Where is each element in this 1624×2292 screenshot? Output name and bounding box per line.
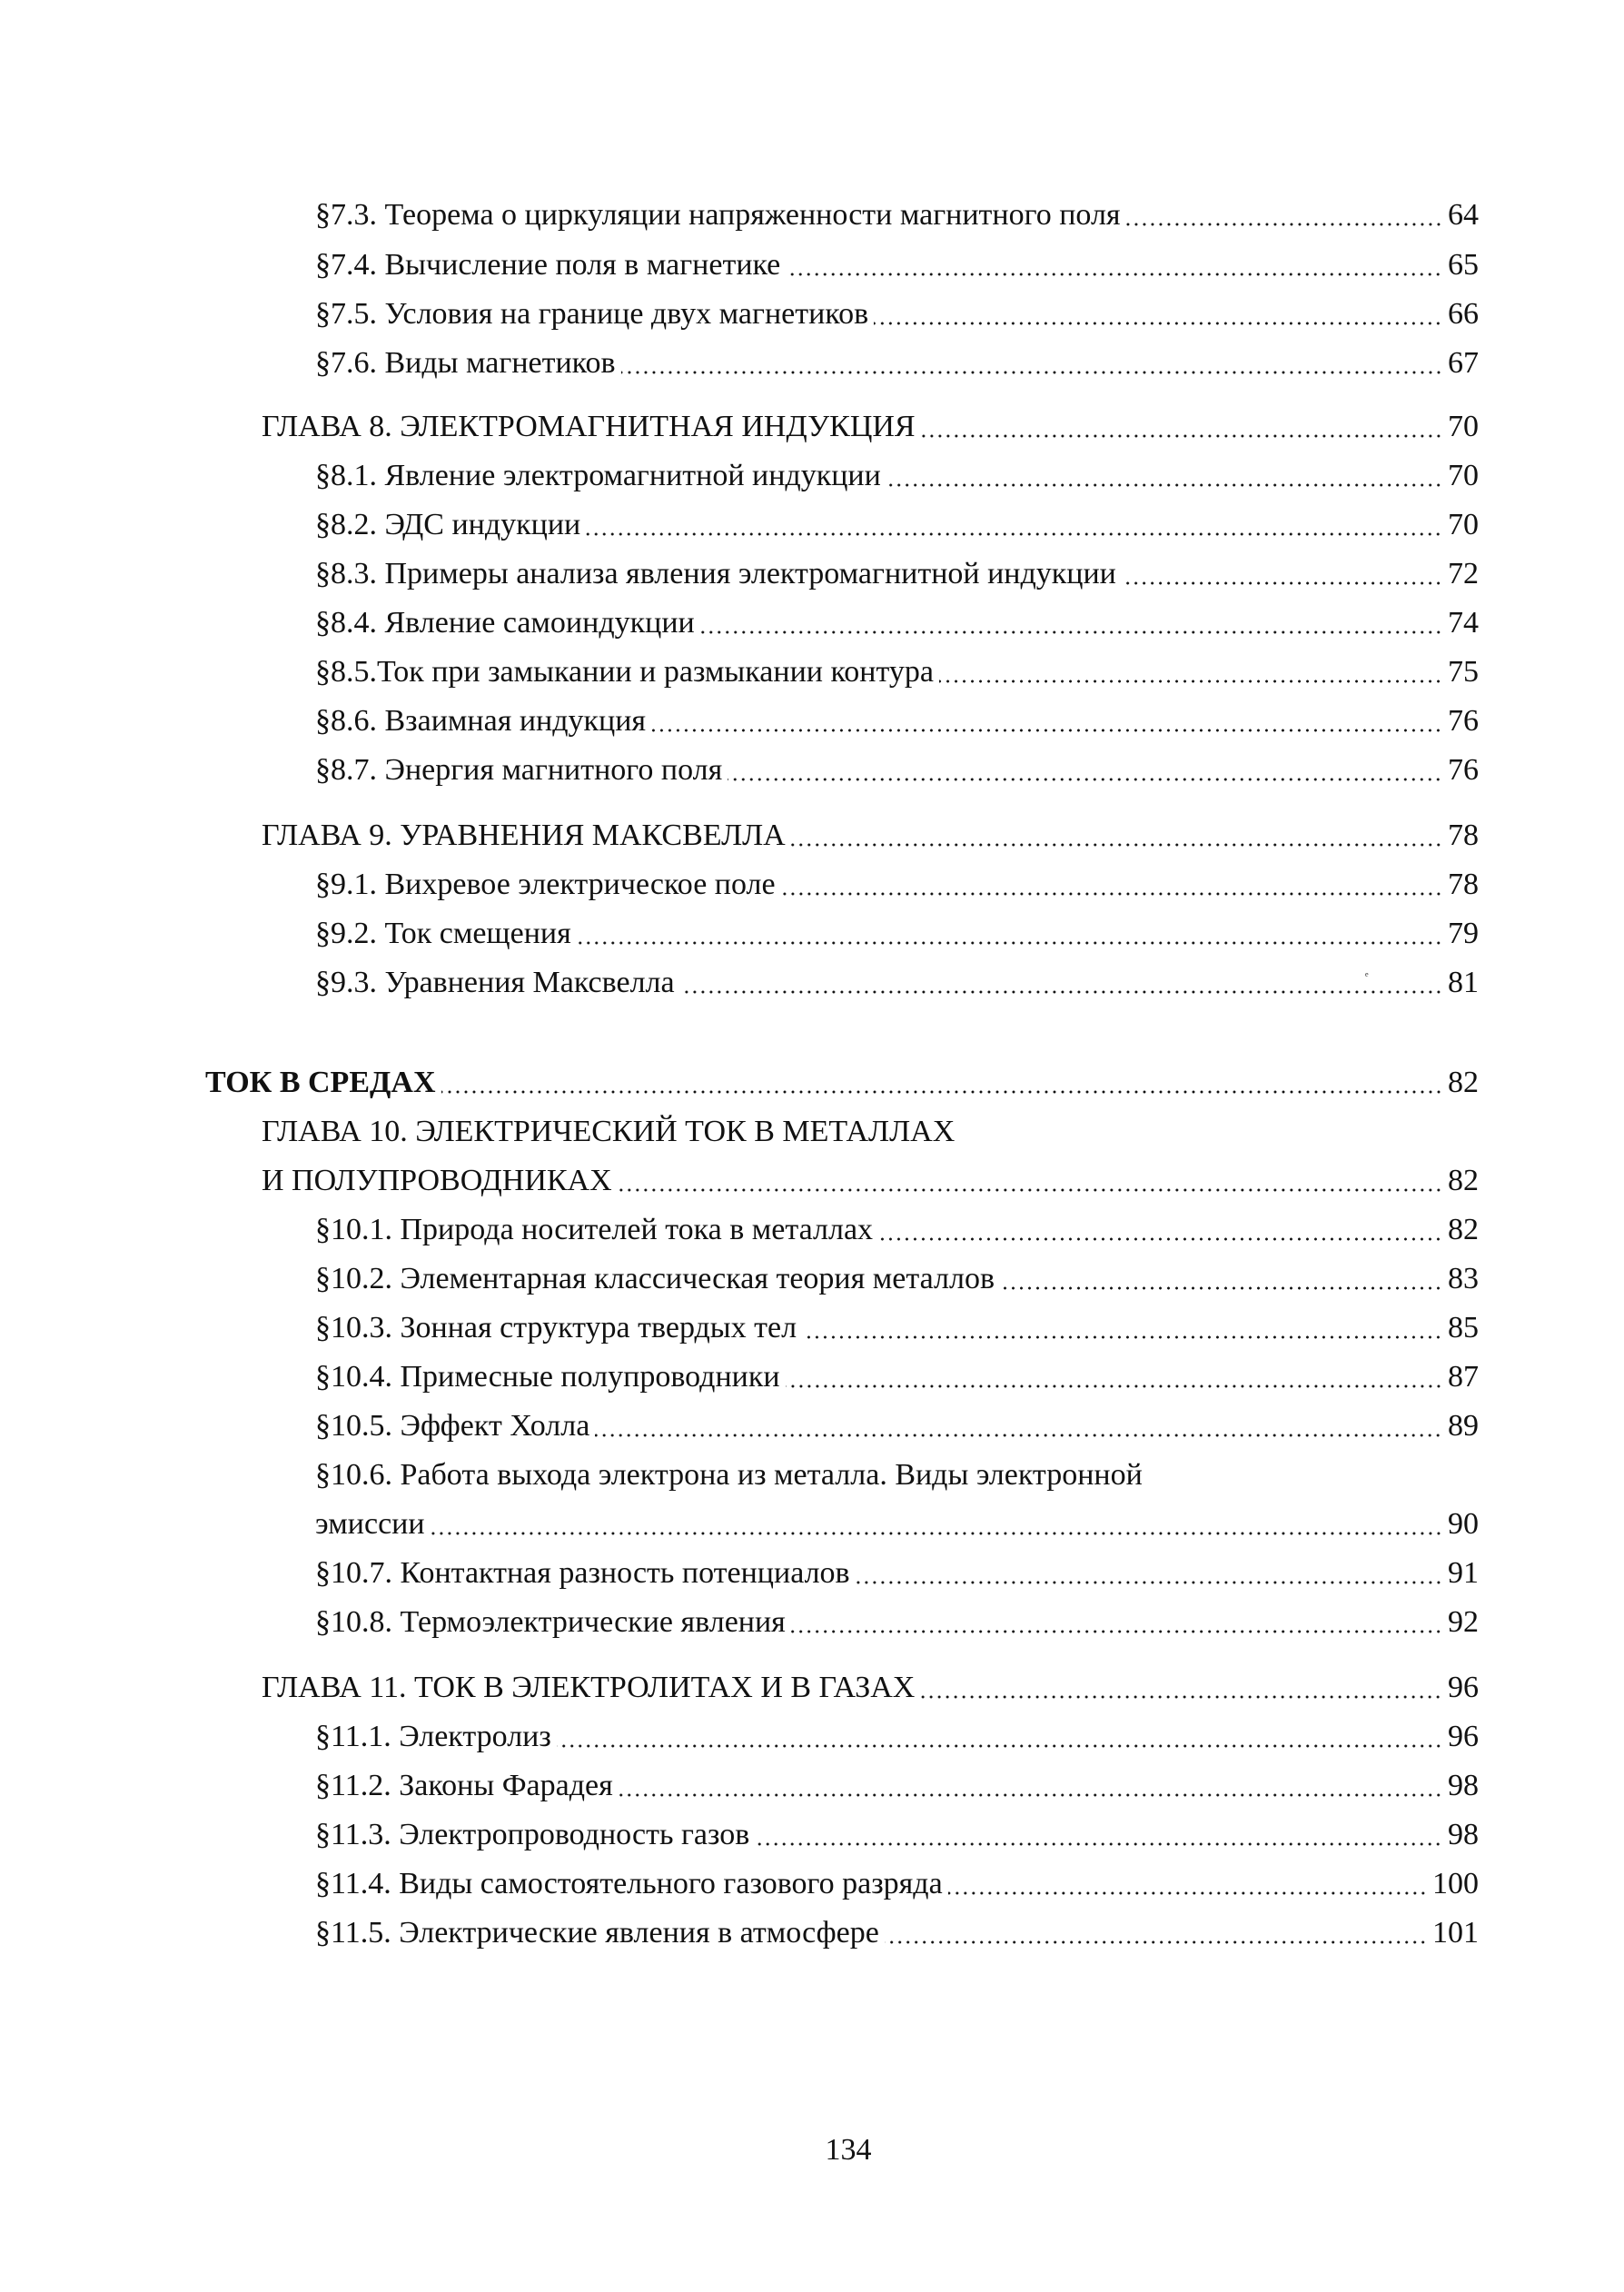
toc-entry-page: 76 xyxy=(1448,704,1479,738)
toc-entry-8-1[interactable] xyxy=(315,456,1479,496)
toc-entry-11-3[interactable] xyxy=(315,1815,1479,1855)
toc-entry-10-8[interactable] xyxy=(315,1602,1479,1642)
toc-chapter-8[interactable] xyxy=(262,407,1479,447)
toc-chapter-10-line1[interactable]: ГЛАВА 10. ЭЛЕКТРИЧЕСКИЙ ТОК В МЕТАЛЛАХ xyxy=(262,1115,956,1148)
toc-entry-title: §8.3. Примеры анализа явления электромагнитной индукции xyxy=(315,557,1116,590)
toc-entry-page: 90 xyxy=(1448,1507,1479,1541)
toc-entry-title: §11.5. Электрические явления в атмосфере xyxy=(315,1916,879,1950)
toc-entry-page: 91 xyxy=(1448,1556,1479,1590)
toc-entry-7-6[interactable] xyxy=(315,343,1479,383)
toc-entry-7-5[interactable] xyxy=(315,294,1479,334)
toc-entry-title: §10.1. Природа носителей тока в металлах xyxy=(315,1213,874,1246)
toc-entry-page: 75 xyxy=(1448,655,1479,689)
toc-entry-11-2[interactable] xyxy=(315,1766,1479,1806)
toc-entry-8-3[interactable] xyxy=(315,554,1479,594)
dot-leader xyxy=(728,750,1442,790)
toc-entry-title: §8.6. Взаимная индукция xyxy=(315,704,647,738)
toc-entry-10-6-line1[interactable]: §10.6. Работа выхода электрона из металла. Виды электронной xyxy=(315,1458,1143,1492)
toc-chapter-title: И ПОЛУПРОВОДНИКАХ xyxy=(262,1164,612,1197)
dot-leader xyxy=(939,652,1442,692)
toc-entry-11-4[interactable] xyxy=(315,1864,1479,1904)
dot-leader xyxy=(781,865,1442,905)
dot-leader xyxy=(1126,195,1442,235)
toc-entry-page: 70 xyxy=(1448,410,1479,443)
toc-entry-8-2[interactable] xyxy=(315,505,1479,545)
toc-entry-title: §8.1. Явление электромагнитной индукции xyxy=(315,459,881,492)
toc-entry-title: §10.4. Примесные полупроводники xyxy=(315,1360,780,1394)
toc-entry-page: 98 xyxy=(1448,1769,1479,1802)
toc-chapter-9[interactable] xyxy=(262,816,1479,856)
dot-leader xyxy=(680,963,1442,1003)
toc-entry-page: 81 xyxy=(1448,966,1479,999)
dot-leader xyxy=(920,1668,1442,1708)
dot-leader xyxy=(577,914,1442,954)
toc-entry-title: §7.5. Условия на границе двух магнетиков xyxy=(315,297,869,331)
toc-entry-8-7[interactable] xyxy=(315,750,1479,790)
toc-entry-page: 70 xyxy=(1448,459,1479,492)
toc-entry-page: 78 xyxy=(1448,819,1479,852)
toc-entry-page: 101 xyxy=(1432,1916,1479,1950)
dot-leader xyxy=(755,1815,1442,1855)
toc-entry-page: 66 xyxy=(1448,297,1479,331)
toc-entry-title: §7.6. Виды магнетиков xyxy=(315,346,616,380)
toc-entry-title: §8.5.Ток при замыкании и размыкании контура xyxy=(315,655,934,689)
toc-entry-page: 85 xyxy=(1448,1311,1479,1344)
toc-entry-page: 74 xyxy=(1448,606,1479,640)
toc-entry-8-6[interactable] xyxy=(315,701,1479,741)
toc-entry-title: §7.3. Теорема о циркуляции напряженности магнитного поля xyxy=(315,198,1121,232)
dot-leader xyxy=(786,245,1442,285)
toc-entry-page: 82 xyxy=(1448,1066,1479,1099)
toc-entry-title: §10.2. Элементарная классическая теория металлов xyxy=(315,1262,995,1295)
dot-leader xyxy=(791,816,1442,856)
toc-chapter-title: ГЛАВА 8. ЭЛЕКТРОМАГНИТНАЯ ИНДУКЦИЯ xyxy=(262,410,916,443)
toc-part-current-in-media[interactable] xyxy=(205,1063,1479,1103)
toc-entry-11-1[interactable] xyxy=(315,1717,1479,1757)
dot-leader xyxy=(856,1553,1442,1593)
toc-entry-page: 64 xyxy=(1448,198,1479,232)
dot-leader xyxy=(700,603,1442,643)
toc-entry-title: §11.1. Электролиз xyxy=(315,1720,551,1753)
dot-leader xyxy=(1000,1259,1442,1299)
toc-entry-title: §11.4. Виды самостоятельного газового разряда xyxy=(315,1867,943,1900)
dot-leader xyxy=(619,1766,1442,1806)
toc-chapter-11[interactable] xyxy=(262,1668,1479,1708)
toc-entry-title: §10.5. Эффект Холла xyxy=(315,1409,590,1443)
dot-leader xyxy=(1122,554,1442,594)
toc-entry-7-4[interactable] xyxy=(315,245,1479,285)
scan-artifact: ᵉ xyxy=(1365,970,1369,984)
page-number: 134 xyxy=(825,2133,872,2167)
toc-entry-11-5[interactable] xyxy=(315,1913,1479,1953)
dot-leader xyxy=(786,1357,1442,1397)
toc-entry-page: 78 xyxy=(1448,868,1479,901)
dot-leader xyxy=(618,1161,1442,1201)
toc-entry-page: 98 xyxy=(1448,1818,1479,1851)
toc-entry-page: 89 xyxy=(1448,1409,1479,1443)
dot-leader xyxy=(874,294,1442,334)
toc-entry-page: 100 xyxy=(1432,1867,1479,1900)
toc-chapter-title: ГЛАВА 11. ТОК В ЭЛЕКТРОЛИТАХ И В ГАЗАХ xyxy=(262,1671,916,1704)
toc-entry-10-1[interactable] xyxy=(315,1210,1479,1250)
toc-entry-page: 87 xyxy=(1448,1360,1479,1394)
toc-entry-page: 65 xyxy=(1448,248,1479,282)
dot-leader xyxy=(791,1602,1442,1642)
dot-leader xyxy=(886,456,1442,496)
toc-entry-title: §11.2. Законы Фарадея xyxy=(315,1769,613,1802)
toc-entry-title: §8.4. Явление самоиндукции xyxy=(315,606,695,640)
dot-leader xyxy=(878,1210,1442,1250)
dot-leader xyxy=(948,1864,1427,1904)
toc-part-title: ТОК В СРЕДАХ xyxy=(205,1066,436,1099)
dot-leader xyxy=(595,1406,1442,1446)
dot-leader xyxy=(885,1913,1427,1953)
dot-leader xyxy=(621,343,1442,383)
toc-chapter-title: ГЛАВА 9. УРАВНЕНИЯ МАКСВЕЛЛА xyxy=(262,819,786,852)
toc-entry-page: 83 xyxy=(1448,1262,1479,1295)
dot-leader xyxy=(586,505,1442,545)
toc-entry-page: 82 xyxy=(1448,1164,1479,1197)
toc-entry-title: §9.2. Ток смещения xyxy=(315,917,571,950)
toc-chapter-10[interactable] xyxy=(262,1161,1479,1201)
toc-entry-title: §10.7. Контактная разность потенциалов xyxy=(315,1556,850,1590)
toc-entry-9-3[interactable] xyxy=(315,963,1479,1003)
toc-entry-title: §9.1. Вихревое электрическое поле xyxy=(315,868,776,901)
toc-entry-8-5[interactable] xyxy=(315,652,1479,692)
toc-entry-page: 82 xyxy=(1448,1213,1479,1246)
dot-leader xyxy=(441,1063,1442,1103)
toc-entry-9-1[interactable] xyxy=(315,865,1479,905)
toc-entry-title: §8.2. ЭДС индукции xyxy=(315,508,581,541)
toc-entry-10-7[interactable] xyxy=(315,1553,1479,1593)
toc-entry-title: §11.3. Электропроводность газов xyxy=(315,1818,750,1851)
toc-entry-10-4[interactable] xyxy=(315,1357,1479,1397)
toc-entry-page: 96 xyxy=(1448,1671,1479,1704)
toc-entry-7-3[interactable] xyxy=(315,195,1479,235)
toc-entry-title: §10.8. Термоэлектрические явления xyxy=(315,1605,786,1639)
toc-entry-10-6[interactable] xyxy=(315,1504,1479,1544)
toc-entry-title: §9.3. Уравнения Максвелла xyxy=(315,966,675,999)
toc-entry-title: §7.4. Вычисление поля в магнетике xyxy=(315,248,781,282)
toc-entry-10-3[interactable] xyxy=(315,1308,1479,1348)
toc-entry-page: 72 xyxy=(1448,557,1479,590)
toc-entry-page: 92 xyxy=(1448,1605,1479,1639)
toc-entry-title: эмиссии xyxy=(315,1507,425,1541)
toc-entry-page: 70 xyxy=(1448,508,1479,541)
toc-entry-page: 79 xyxy=(1448,917,1479,950)
dot-leader xyxy=(802,1308,1442,1348)
toc-entry-9-2[interactable] xyxy=(315,914,1479,954)
toc-entry-page: 76 xyxy=(1448,753,1479,787)
toc-entry-page: 67 xyxy=(1448,346,1479,380)
toc-entry-10-5[interactable] xyxy=(315,1406,1479,1446)
toc-entry-title: §8.7. Энергия магнитного поля xyxy=(315,753,723,787)
dot-leader xyxy=(557,1717,1442,1757)
dot-leader xyxy=(651,701,1442,741)
toc-entry-title: §10.3. Зонная структура твердых тел xyxy=(315,1311,797,1344)
toc-entry-10-2[interactable] xyxy=(315,1259,1479,1299)
dot-leader xyxy=(431,1504,1442,1544)
dot-leader xyxy=(921,407,1442,447)
toc-entry-page: 96 xyxy=(1448,1720,1479,1753)
toc-entry-8-4[interactable] xyxy=(315,603,1479,643)
